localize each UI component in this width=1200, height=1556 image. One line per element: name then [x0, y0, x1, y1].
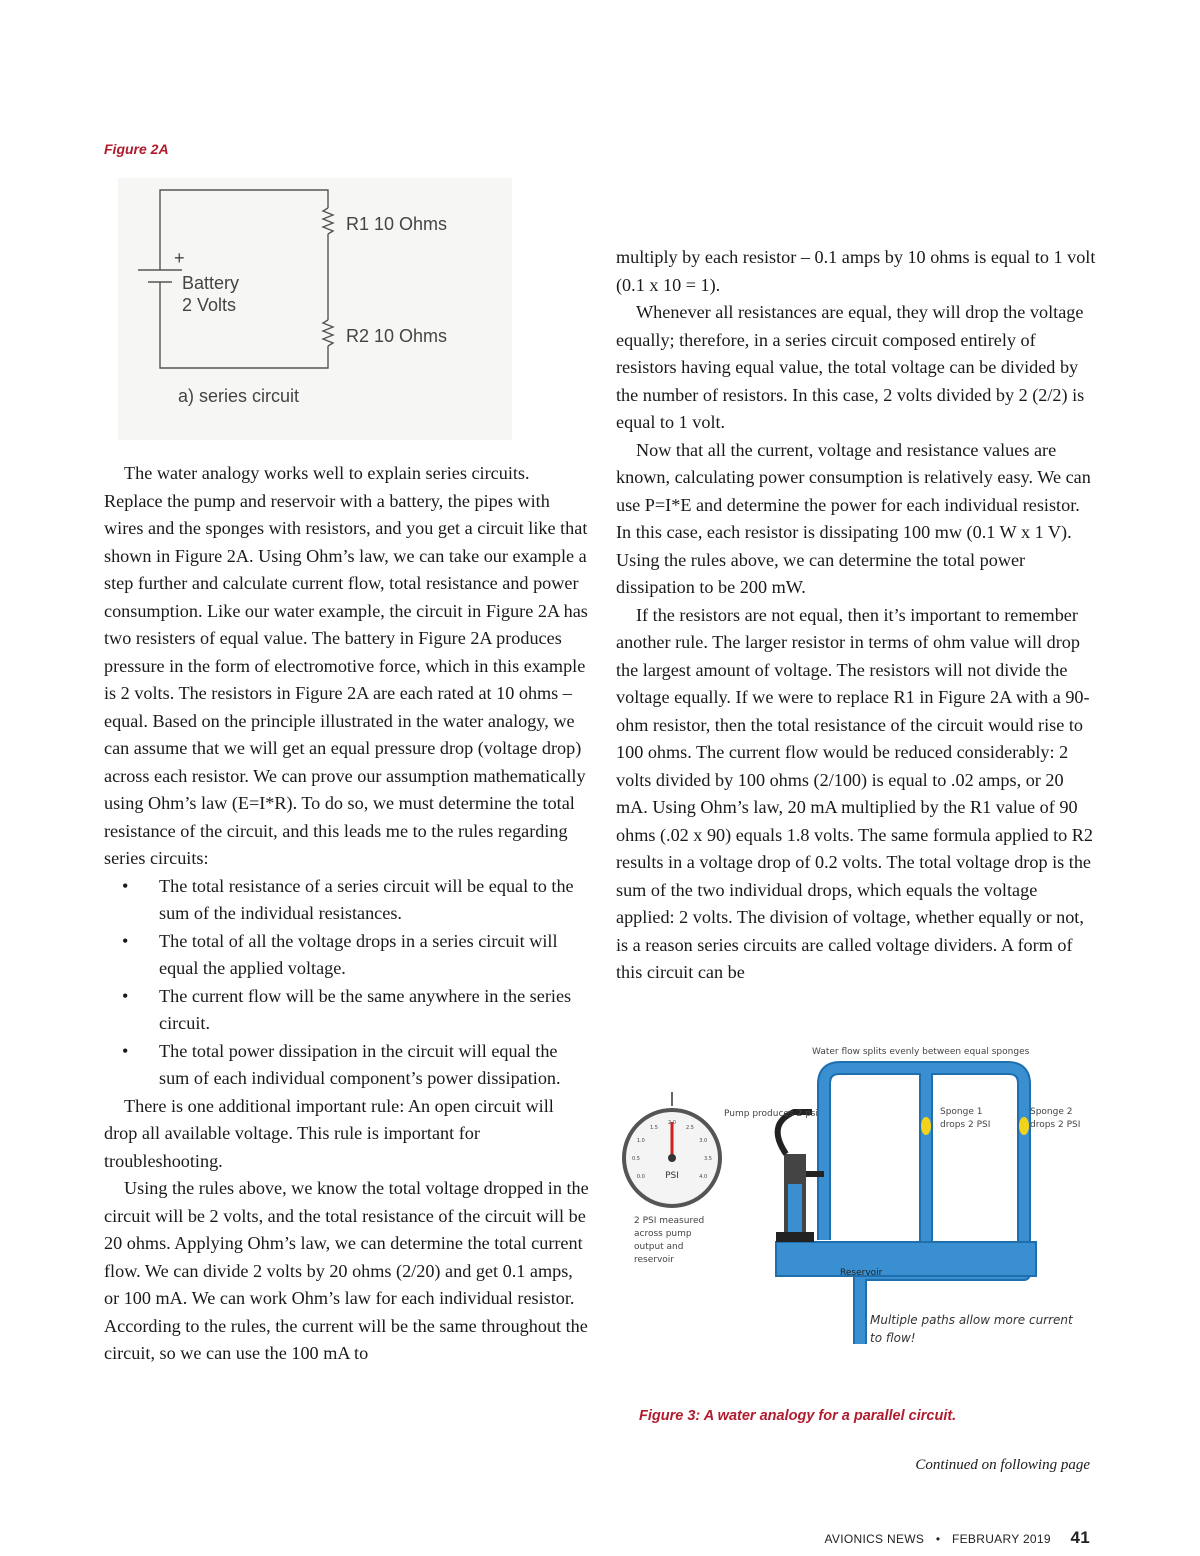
- measure-note-line1: 2 PSI measured: [634, 1216, 705, 1226]
- r1-resistor-symbol: [323, 208, 333, 234]
- pump-note: Pump produces 2 psi: [724, 1109, 818, 1119]
- sponge-1: [921, 1117, 931, 1135]
- sponge2-label-line1: Sponge 2: [1030, 1107, 1073, 1117]
- r2-resistor-symbol: [323, 320, 333, 346]
- gauge-unit: PSI: [665, 1171, 679, 1181]
- publication-name: AVIONICS NEWS: [824, 1532, 925, 1546]
- title-note: Water flow splits evenly between equal sponges: [812, 1047, 1030, 1057]
- r1-label: R1 10 Ohms: [346, 214, 448, 234]
- gauge-tick-label: 0.0: [636, 1174, 645, 1180]
- measure-note-line3: output and: [634, 1242, 684, 1252]
- paragraph-continuation: multiply by each resistor – 0.1 amps by 10 ohms is equal to 1 volt (0.1 x 10 = 1).: [616, 247, 1096, 295]
- paragraph: Now that all the current, voltage and resistance values are known, calculating power consumption is relatively easy. We can use P=I*E and determine the power for each individual resistor. In this case, each resistor is dissipating 100 mw (0.1 W x 1 V). Using the rules above, we can determine the total power dissipation to be 200 mW.: [616, 439, 1091, 597]
- battery-volts: 2 Volts: [182, 295, 237, 315]
- paragraph: The water analogy works well to explain series circuits. Replace the pump and reservoir with a battery, the pipes with wires and the sponges with resistors, and you get a circuit like that shown in Figure 2A. Using Ohm’s law, we can take our example a step further and calculate current flow, total resistance and power consumption. Like our water example, the circuit in Figure 2A has two resisters of equal value. The battery in Figure 2A produces pressure in the form of electromotive force, which in this example is 2 volts. The resistors in Figure 2A are each rated at 10 ohms – equal. Based on the principle illustrated in the water analogy, we can assume that we will get an equal pressure drop (voltage drop) across each resistor. We can prove our assumption mathematically using Ohm’s law (E=I*R). To do so, we must determine the total resistance of the circuit, and this leads me to the rules regarding series circuits:: [104, 463, 588, 868]
- bullet-text: The current flow will be the same anywhere in the series circuit.: [159, 985, 572, 1033]
- paragraph: Whenever all resistances are equal, they will drop the voltage equally; therefore, in a series circuit composed entirely of resistors having equal value, the total voltage can be divided by the number of resistors. In this case, 2 volts divided by 2 (2/2) is equal to 1 volt.: [616, 302, 1085, 432]
- paths-note-line2: to flow!: [870, 1331, 916, 1345]
- bullet-text: The total of all the voltage drops in a series circuit will equal the applied voltage.: [159, 930, 558, 978]
- figure-3-parallel-water-analogy: [616, 1034, 1094, 1396]
- page-number: 41: [1070, 1528, 1090, 1547]
- paragraph: Using the rules above, we know the total voltage dropped in the circuit will be 2 volts, and the total resistance of the circuit will be 20 ohms. Applying Ohm’s law, we can determine the total current flow. We can divide 2 volts by 20 ohms (2/20) and get 0.1 amps, or 100 mA. We can work Ohm’s law for each individual resistor. According to the rules, the current will be the same throughout the circuit, so we can use the 100 mA to: [104, 1178, 589, 1363]
- sponge2-label-line2: drops 2 PSI: [1030, 1120, 1081, 1130]
- pressure-gauge: [624, 1092, 720, 1206]
- series-circuit-diagram: [118, 178, 512, 440]
- reservoir-water: [776, 1242, 1036, 1276]
- hand-pump: [776, 1112, 824, 1242]
- figure-3-caption: Figure 3: A water analogy for a parallel circuit.: [639, 1408, 957, 1424]
- figure-2a-label: Figure 2A: [104, 141, 169, 157]
- figure-2a-caption: a) series circuit: [178, 386, 300, 406]
- bullet: •: [122, 875, 129, 896]
- gauge-tick-label: 4.0: [699, 1174, 708, 1180]
- water-analogy-diagram: [616, 1034, 1094, 1396]
- bullet-text: The total power dissipation in the circuit will equal the sum of each individual component’s power dissipation.: [159, 1040, 561, 1088]
- gauge-tick-label: 1.0: [636, 1138, 645, 1144]
- gauge-tick-label: 2.5: [686, 1124, 694, 1131]
- issue-date: FEBRUARY 2019: [952, 1532, 1051, 1546]
- figure-2a-series-circuit: [118, 178, 512, 440]
- reservoir-label: Reservoir: [840, 1268, 883, 1278]
- pump-water: [788, 1184, 802, 1234]
- sponge-2: [1019, 1117, 1029, 1135]
- gauge-tick-label: 3.0: [699, 1138, 708, 1144]
- bullet-text: The total resistance of a series circuit will be equal to the sum of the individual resistances.: [159, 875, 574, 923]
- list-item: [104, 928, 590, 983]
- footer-separator: •: [935, 1532, 941, 1546]
- battery-label: Battery: [182, 273, 240, 293]
- pump-base: [776, 1232, 814, 1242]
- sponge1-label-line1: Sponge 1: [940, 1107, 983, 1117]
- continued-note: Continued on following page: [915, 1457, 1090, 1473]
- series-circuit-rules-list: [104, 873, 590, 1093]
- list-item: [104, 1038, 590, 1093]
- measure-note-line2: across pump: [634, 1229, 692, 1239]
- top-wire: [160, 190, 328, 218]
- page-footer: [825, 1528, 1091, 1548]
- paragraph: There is one additional important rule: An open circuit will drop all available voltage. This rule is important for troubleshooting.: [104, 1095, 554, 1171]
- gauge-hub: [668, 1154, 676, 1162]
- list-item: [104, 983, 590, 1038]
- paths-note-line1: Multiple paths allow more current: [870, 1313, 1073, 1327]
- list-item: [104, 873, 590, 928]
- right-column: [616, 244, 1096, 987]
- bullet: •: [122, 930, 129, 951]
- bullet: •: [122, 985, 129, 1006]
- bullet: •: [122, 1040, 129, 1061]
- gauge-tick-label: 3.5: [704, 1156, 712, 1162]
- left-column: [104, 460, 590, 1368]
- paragraph: If the resistors are not equal, then it’s important to remember another rule. The larger resistor in terms of ohm value will drop the largest amount of voltage. The resistors will not divide the voltage equally. If we were to replace R1 in Figure 2A with a 90-ohm resistor, then the total resistance of the circuit would rise to 100 ohms. The current flow would be reduced considerably: 2 volts divided by 100 ohms (2/100) is equal to .02 amps, or 20 mA. Using Ohm’s law, 20 mA multiplied by the R1 value of 90 ohms (.02 x 90) equals 1.8 volts. The same formula applied to R2 results in a voltage drop of 0.2 volts. The total voltage drop is the sum of the two individual drops, which equals the voltage applied: 2 volts. The division of voltage, whether equally or not, is a reason series circuits are called voltage dividers. A form of this circuit can be: [616, 604, 1094, 982]
- measure-note-line4: reservoir: [634, 1255, 674, 1265]
- r2-label: R2 10 Ohms: [346, 326, 448, 346]
- sponge1-label-line2: drops 2 PSI: [940, 1120, 991, 1130]
- gauge-tick-label: 1.5: [650, 1124, 658, 1131]
- gauge-tick-label: 0.5: [632, 1156, 640, 1162]
- gauge-tick-label: 2.0: [668, 1120, 676, 1126]
- battery-plus-sign: +: [174, 248, 185, 268]
